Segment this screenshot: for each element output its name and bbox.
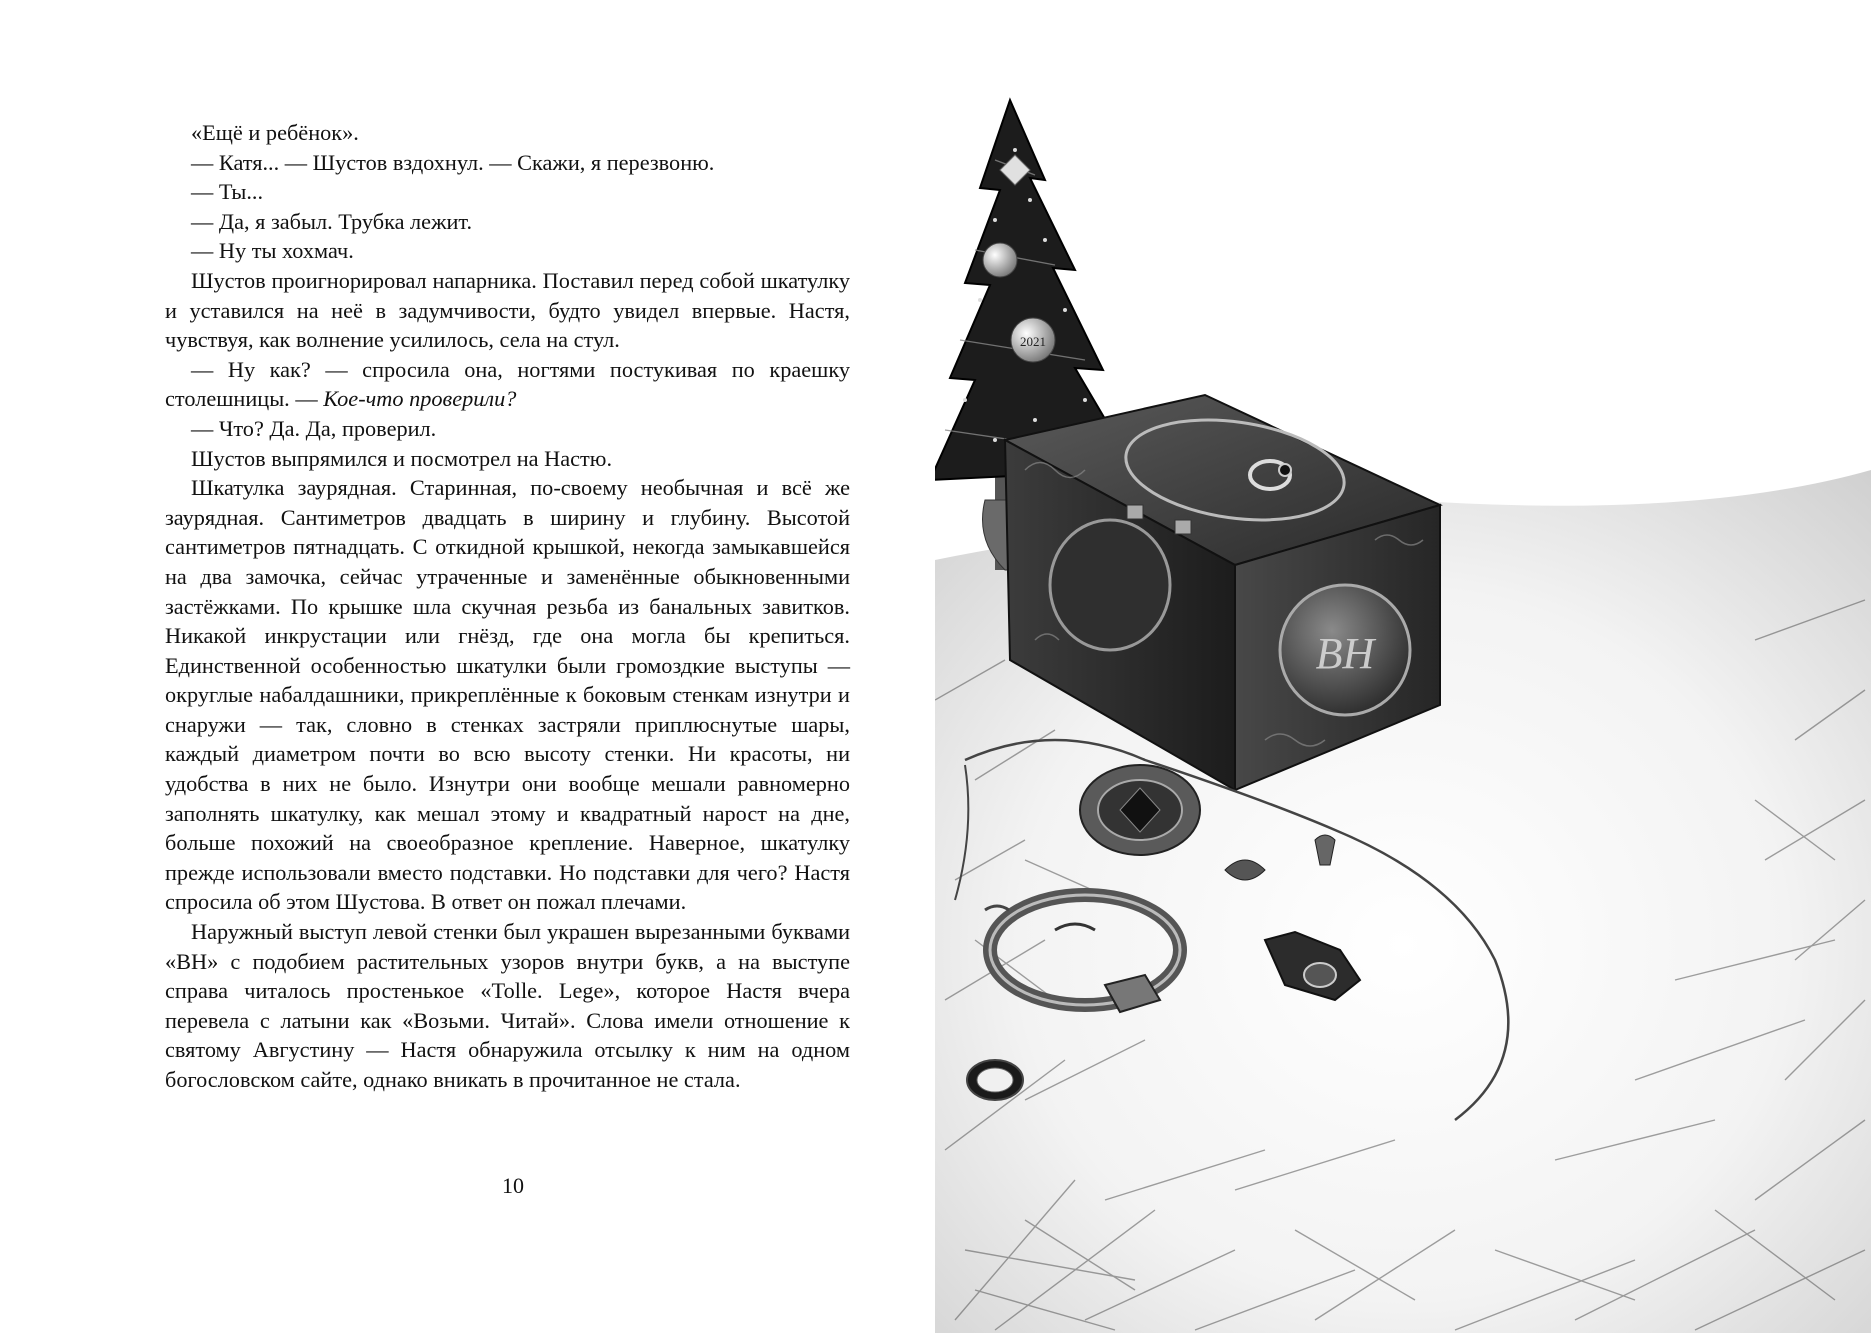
dialog-text: — Ну как? — спросила она, ногтями постукивая по краешку столешницы. — <box>165 356 850 412</box>
paragraph: Шустов выпрямился и посмотрел на Настю. <box>191 445 613 471</box>
dialog-line: — Да, я забыл. Трубка лежит. <box>191 208 473 234</box>
paragraph: Шкатулка заурядная. Старинная, по-своему необычная и всё же заурядная. Сантиметров двадцать в ширину и глубину. Высотой сантиметров пятнадцать. С откидной крышкой, некогда замыкавшейся на два замочка, сейчас утраченные и заменённые обыкновенными застёжками. По крышке шла скучная резьба из банальных завитков. Никакой инкрустации или гнёзд, где она могла бы крепиться. Единственной особенностью шкатулки были громоздкие выступы — округлые набалдашники, прикреплённые к боковым стенкам изнутри и снаружи — так, словно в стенках застряли приплюснутые шары, каждый диаметром почти во всю высоту стенки. Ни красоты, ни удобства в них не было. Изнутри они вообще мешали равномерно заполнять шкатулку, как мешал этому и квадратный нарост на дне, больше похожий на своеобразное крепление. Наверное, шкатулку прежде использовали вместо подставки. Но подставки для чего? Настя спросила об этом Шустова. В ответ он пожал плечами. <box>165 475 850 915</box>
dialog-line: — Ты... <box>191 179 264 205</box>
ornament-text: 2021 <box>1020 334 1046 349</box>
dialog-line: — Что? Да. Да, проверил. <box>191 415 437 441</box>
dialog-line: — Ну ты хохмач. <box>191 238 354 264</box>
right-page <box>935 0 1871 1333</box>
dialog-italic-text: Кое-что проверили? <box>323 386 517 412</box>
page-number: 10 <box>502 1173 524 1198</box>
dialog-line <box>165 355 850 414</box>
dialog-line: — Катя... — Шустов вздохнул. — Скажи, я перезвоню. <box>191 149 715 175</box>
ring-icon <box>967 1060 1023 1100</box>
illustration <box>935 0 1871 1333</box>
paragraph: Наружный выступ левой стенки был украшен вырезанными буквами «ВН» с подобием растительных узоров внутри букв, а на выступе справа читалось простенькое «Tolle. Lege», которое Настя вчера перевела с латыни как «Возьми. Читай». Слова имели отношение к святому Августину — Настя обнаружила отсылку к ним на одном богословском сайте, однако вникать в прочитанное не стала. <box>165 919 850 1092</box>
box-monogram: BH <box>1315 629 1375 678</box>
body-text <box>165 118 850 1095</box>
paragraph: «Ещё и ребёнок». <box>191 120 359 145</box>
paragraph: Шустов проигнорировал напарника. Поставил перед собой шкатулку и уставился на неё в задумчивости, будто увидел впервые. Настя, чувствуя, как волнение усилилось, села на стул. <box>165 267 850 353</box>
left-page <box>0 0 935 1333</box>
brooch-icon <box>1080 765 1200 855</box>
